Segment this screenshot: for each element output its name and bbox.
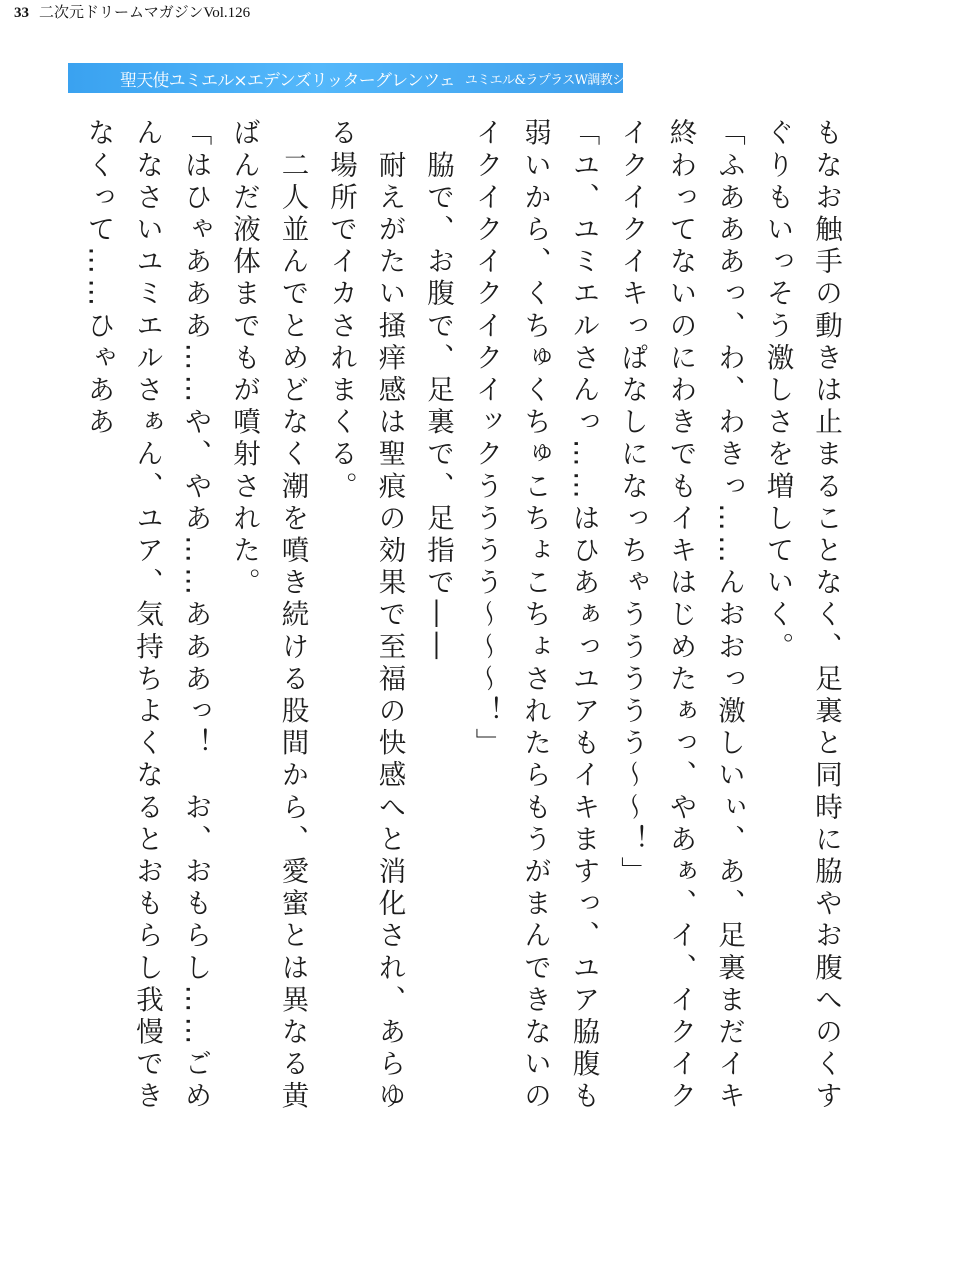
page-header [14,4,250,22]
paragraph-1: もなお触手の動きは止まることなく、足裏と同時に脇やお腹へのくすぐりもいっそう激しさを増していく。 [761,118,842,1114]
paragraph-5: 耐えがたい掻痒感は聖痕の効果で至福の快感へと消化され、あらゆる場所でイカされまくる。 [325,118,406,1114]
page-number: 33 [14,5,29,21]
magazine-title: 二次元ドリームマガジンVol.126 [39,5,251,21]
story-title-banner [68,63,650,93]
paragraph-4: 脇で、お腹で、足裏で、足指で―― [422,118,454,664]
story-title: 聖天使ユミエル×エデンズリッターグレンツェ [120,70,455,91]
vertical-text-body [74,118,850,1128]
paragraph-2: 「ふあああっ、わ、わきっ……んおおっ激しいぃ、あ、足裏まだイキ終わってないのにわきでもイキはじめたぁっ、やあぁ、イ、イクイクイクイクイキっぱなしになっちゃううううう〜〜！」 [616,118,745,1114]
paragraph-7: 「はひゃあああ……や、やあ……あああっ！ お、おもらし……ごめんなさいユミエルさぁん、ユア、気持ちよくなるとおもらし我慢できなくって……ひゃああ [82,118,212,1114]
paragraph-6: 二人並んでとめどなく潮を噴き続ける股間から、愛蜜とは異なる黄ばんだ液体までもが噴射された。 [228,118,309,1114]
story-subtitle: ユミエル&ラプラスW調教ショー [464,72,650,88]
paragraph-3: 「ユ、ユミエルさんっ……はひあぁっユアもイキますっ、ユア脇腹も弱いから、くちゅくちゅこちょこちょされたらもうがまんできないのイクイクイクイクイックうううう〜〜〜！」 [470,118,600,1114]
